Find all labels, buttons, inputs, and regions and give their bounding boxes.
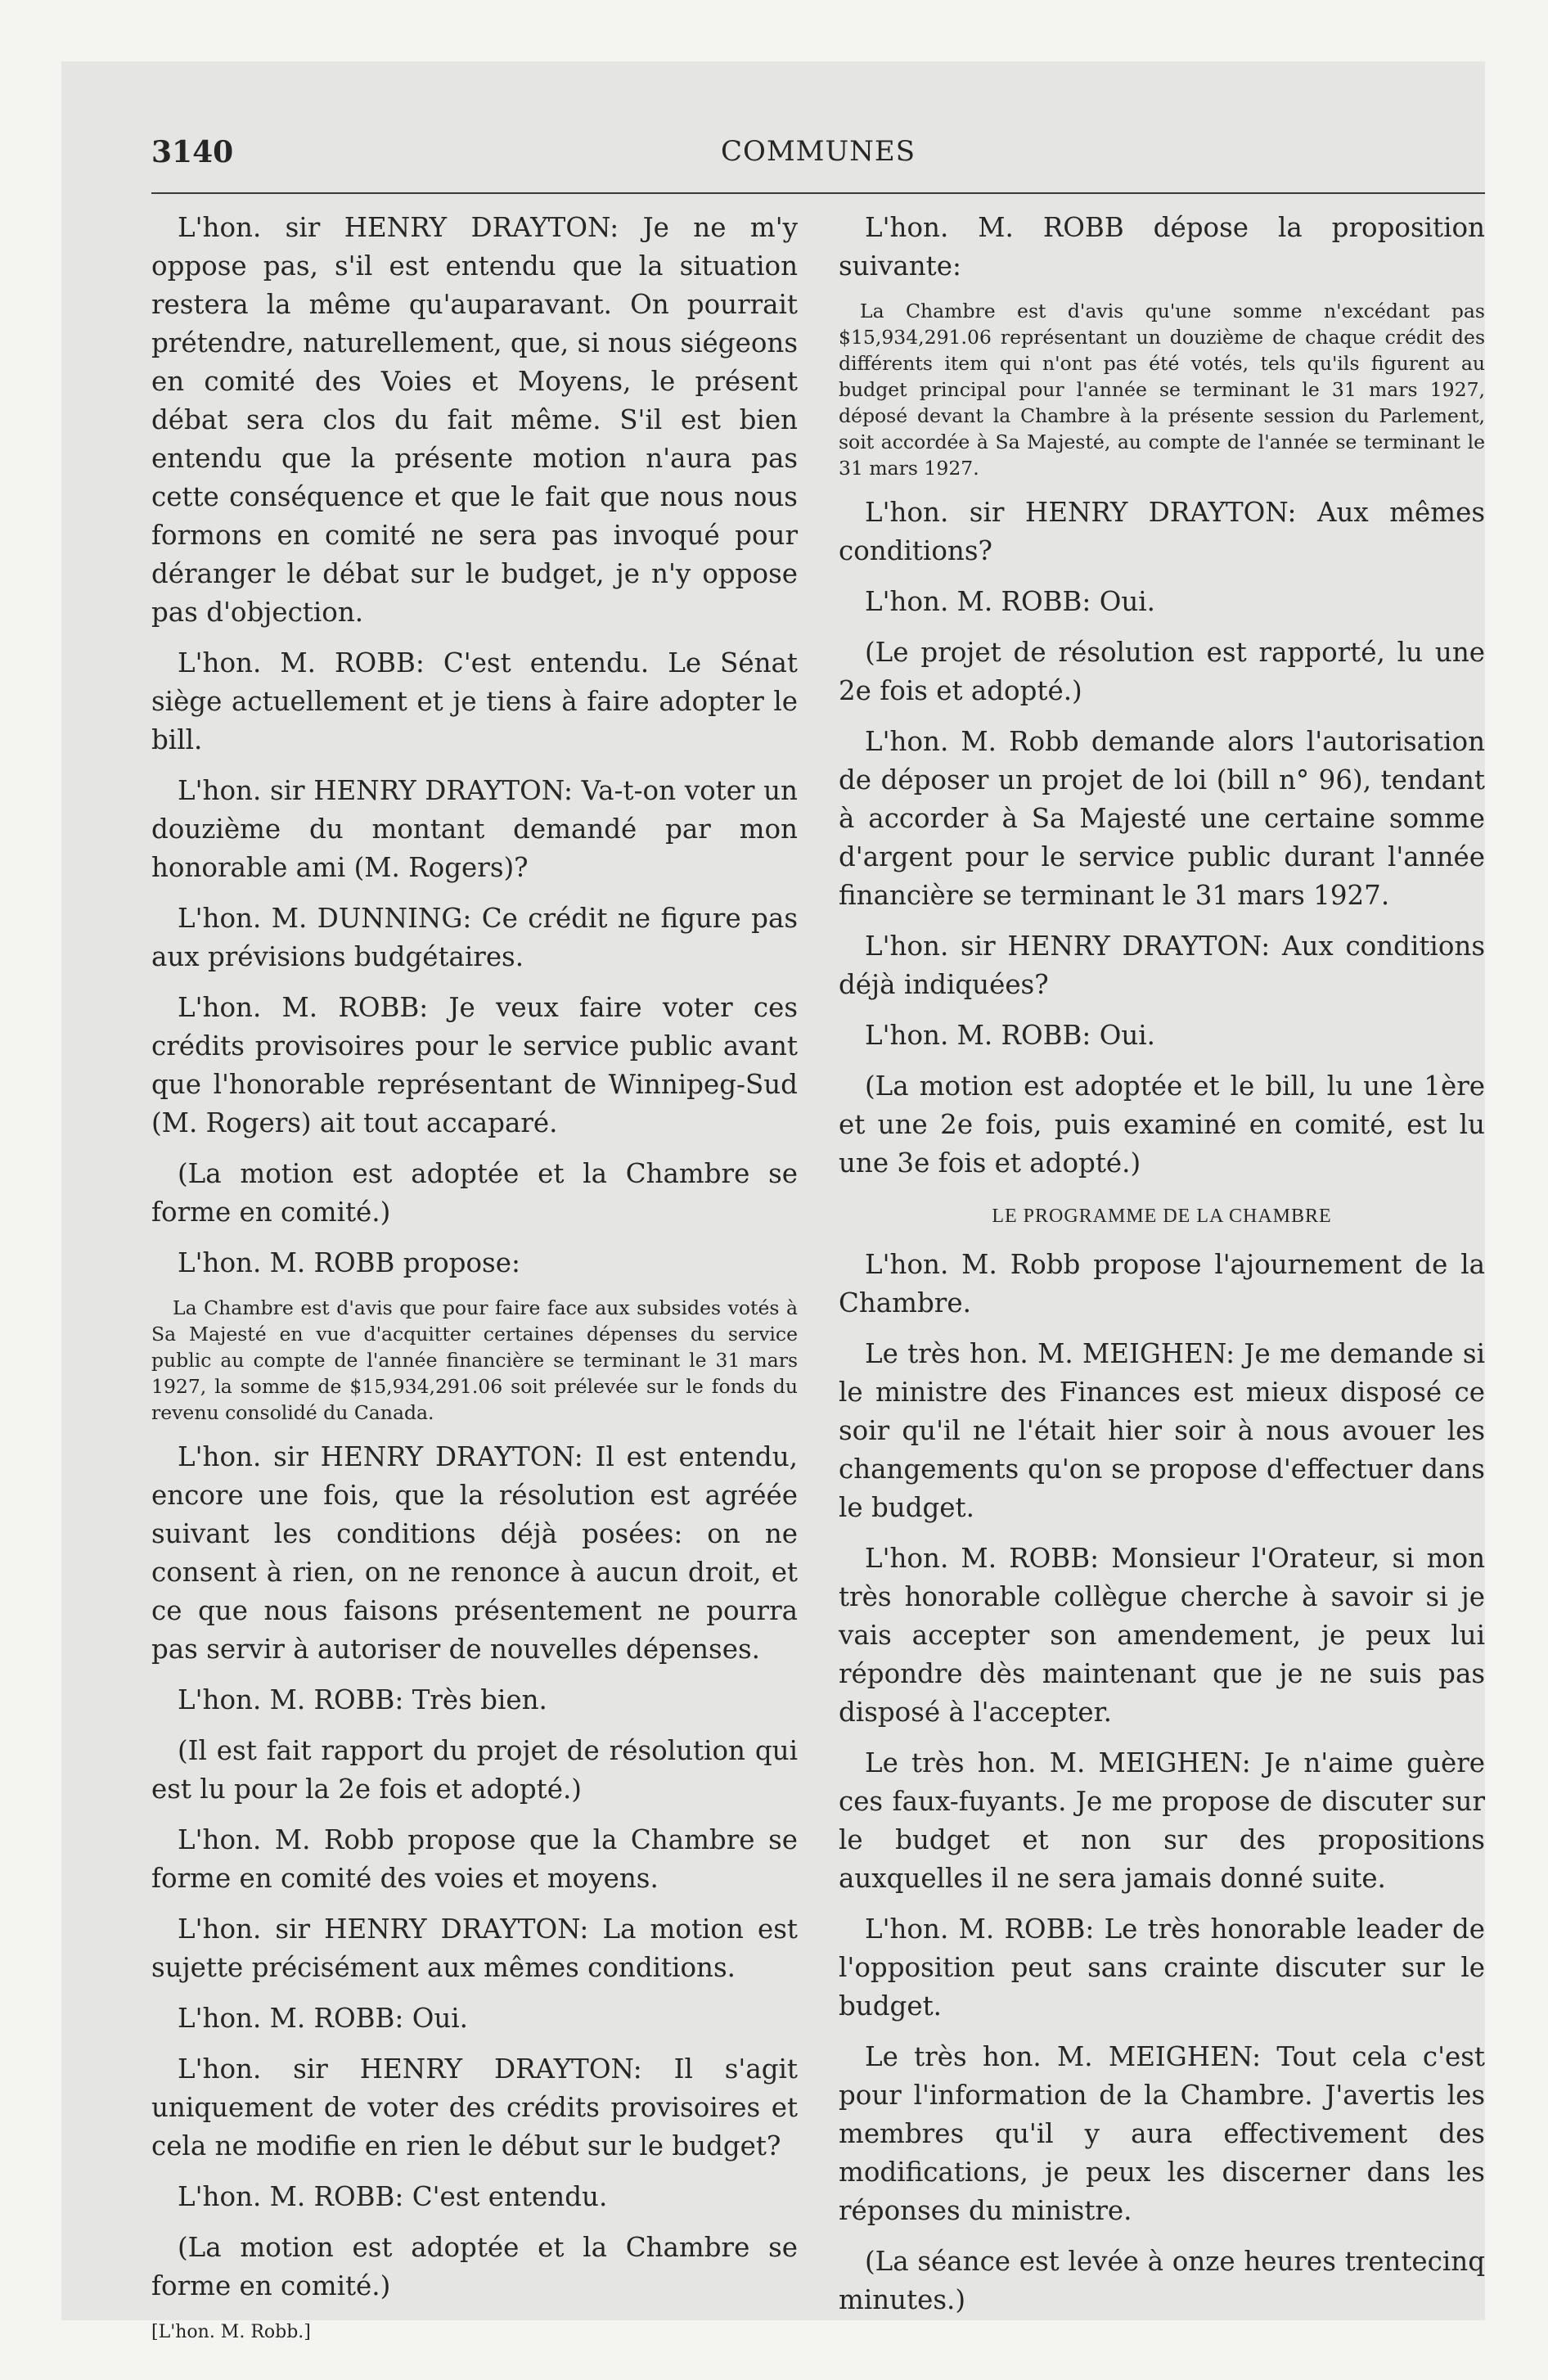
paragraph: L'hon. M. Robb propose que la Chambre se forme en comité des voies et moyens. bbox=[151, 1824, 798, 1894]
paragraph: L'hon. M. ROBB: Très bien. bbox=[178, 1684, 547, 1715]
paragraph: Le très hon. M. MEIGHEN: Je n'aime guère ces faux-fuyants. Je me propose de discuter sur le budget et non sur des propositions auxquelles il ne sera jamais donné suite. bbox=[839, 1747, 1485, 1894]
paragraph: Le très hon. M. MEIGHEN: Tout cela c'est pour l'information de la Chambre. J'avertis les membres qu'il y aura effectivement des modifications, je peux les discerner dans les réponses du ministre. bbox=[839, 2041, 1485, 2226]
paragraph: (La motion est adoptée et le bill, lu une 1ère et une 2e fois, puis examiné en comité, est lu une 3e fois et adopté.) bbox=[839, 1071, 1485, 1179]
paragraph: (La séance est levée à onze heures trentecinq minutes.) bbox=[839, 2246, 1485, 2315]
paragraph: L'hon. sir HENRY DRAYTON: Aux conditions déjà indiquées? bbox=[839, 931, 1485, 1000]
page-header bbox=[151, 135, 1485, 184]
paragraph: (La motion est adoptée et la Chambre se forme en comité.) bbox=[151, 1158, 798, 1228]
left-column bbox=[151, 209, 798, 2342]
paragraph: (Le projet de résolution est rapporté, lu une 2e fois et adopté.) bbox=[839, 637, 1485, 706]
paragraph: L'hon. sir HENRY DRAYTON: La motion est sujette précisément aux mêmes conditions. bbox=[151, 1913, 798, 1983]
section-heading: LE PROGRAMME DE LA CHAMBRE bbox=[992, 1206, 1332, 1227]
paragraph: L'hon. M. ROBB: Oui. bbox=[865, 1020, 1156, 1051]
paragraph: L'hon. M. ROBB dépose la proposition suivante: bbox=[839, 212, 1485, 282]
paragraph: (Il est fait rapport du projet de résolution qui est lu pour la 2e fois et adopté.) bbox=[151, 1735, 798, 1805]
paragraph: L'hon. M. ROBB: C'est entendu. bbox=[178, 2181, 608, 2212]
paragraph: L'hon. sir HENRY DRAYTON: Je ne m'y oppose pas, s'il est entendu que la situation restera la même qu'auparavant. On pourrait prétendre, naturellement, que, si nous siégeons en comité des Voies et Moyens, le présent débat sera clos du fait même. S'il est bien entendu que la présente motion n'aura pas cette conséquence et que le fait que nous nous formons en comité ne sera pas invoqué pour déranger le débat sur le budget, je n'y oppose pas d'objection. bbox=[151, 212, 798, 628]
resolution-quote: La Chambre est d'avis que pour faire face aux subsides votés à Sa Majesté en vue d'acquitter certaines dépenses du service public au compte de l'année financière se terminant le 31 mars 1927, la somme de $15,934,291.06 soit prélevée sur le fonds du revenu consolidé du Canada. bbox=[151, 1296, 798, 1424]
resolution-quote: La Chambre est d'avis qu'une somme n'excédant pas $15,934,291.06 représentant un douzième de chaque crédit des différents item qui n'ont pas été votés, tels qu'ils figurent au budget principal pour l'année se terminant le 31 mars 1927, déposé devant la Chambre à la présente session du Parlement, soit accordée à Sa Majesté, au compte de l'année se terminant le 31 mars 1927. bbox=[839, 300, 1485, 480]
paragraph: Le très hon. M. MEIGHEN: Je me demande si le ministre des Finances est mieux disposé ce soir qu'il ne l'était hier soir à nous avouer les changements qu'on se propose d'effectuer dans le budget. bbox=[839, 1338, 1485, 1523]
paragraph: L'hon. sir HENRY DRAYTON: Il s'agit uniquement de voter des crédits provisoires et cela ne modifie en rien le début sur le budget? bbox=[151, 2053, 798, 2161]
speaker-footnote: [L'hon. M. Robb.] bbox=[151, 2322, 311, 2342]
header-rule bbox=[151, 192, 1485, 194]
paragraph: L'hon. M. ROBB: Je veux faire voter ces crédits provisoires pour le service public avant que l'honorable représentant de Winnipeg-Sud (M. Rogers) ait tout accaparé. bbox=[151, 992, 798, 1138]
paragraph: L'hon. M. ROBB: Monsieur l'Orateur, si mon très honorable collègue cherche à savoir si je vais accepter son amendement, je peux lui répondre dès maintenant que je ne suis pas disposé à l'accepter. bbox=[839, 1543, 1485, 1728]
paragraph: L'hon. M. Robb demande alors l'autorisation de déposer un projet de loi (bill n° 96), tendant à accorder à Sa Majesté une certaine somme d'argent pour le service public durant l'année financière se terminant le 31 mars 1927. bbox=[839, 726, 1485, 911]
paragraph: L'hon. M. DUNNING: Ce crédit ne figure pas aux prévisions budgétaires. bbox=[151, 903, 798, 972]
paragraph: L'hon. sir HENRY DRAYTON: Il est entendu, encore une fois, que la résolution est agréée suivant les conditions déjà posées: on ne consent à rien, on ne renonce à aucun droit, et ce que nous faisons présentement ne pourra pas servir à autoriser de nouvelles dépenses. bbox=[151, 1441, 798, 1665]
paragraph: L'hon. M. ROBB: Oui. bbox=[178, 2003, 469, 2034]
running-title: COMMUNES bbox=[720, 135, 916, 168]
paragraph: L'hon. M. ROBB propose: bbox=[178, 1247, 520, 1278]
scanned-page bbox=[61, 61, 1485, 2342]
paragraph: L'hon. sir HENRY DRAYTON: Aux mêmes conditions? bbox=[839, 497, 1485, 566]
paragraph: (La motion est adoptée et la Chambre se forme en comité.) bbox=[151, 2232, 798, 2301]
page-number: 3140 bbox=[151, 135, 234, 169]
paragraph: L'hon. M. ROBB: Le très honorable leader de l'opposition peut sans crainte discuter sur le budget. bbox=[839, 1913, 1485, 2022]
paragraph: L'hon. M. ROBB: Oui. bbox=[865, 586, 1156, 617]
paragraph: L'hon. M. Robb propose l'ajournement de la Chambre. bbox=[839, 1249, 1485, 1318]
right-column bbox=[839, 209, 1485, 2332]
paragraph: L'hon. M. ROBB: C'est entendu. Le Sénat siège actuellement et je tiens à faire adopter le bill. bbox=[151, 647, 798, 755]
paragraph: L'hon. sir HENRY DRAYTON: Va-t-on voter un douzième du montant demandé par mon honorable ami (M. Rogers)? bbox=[151, 775, 798, 883]
